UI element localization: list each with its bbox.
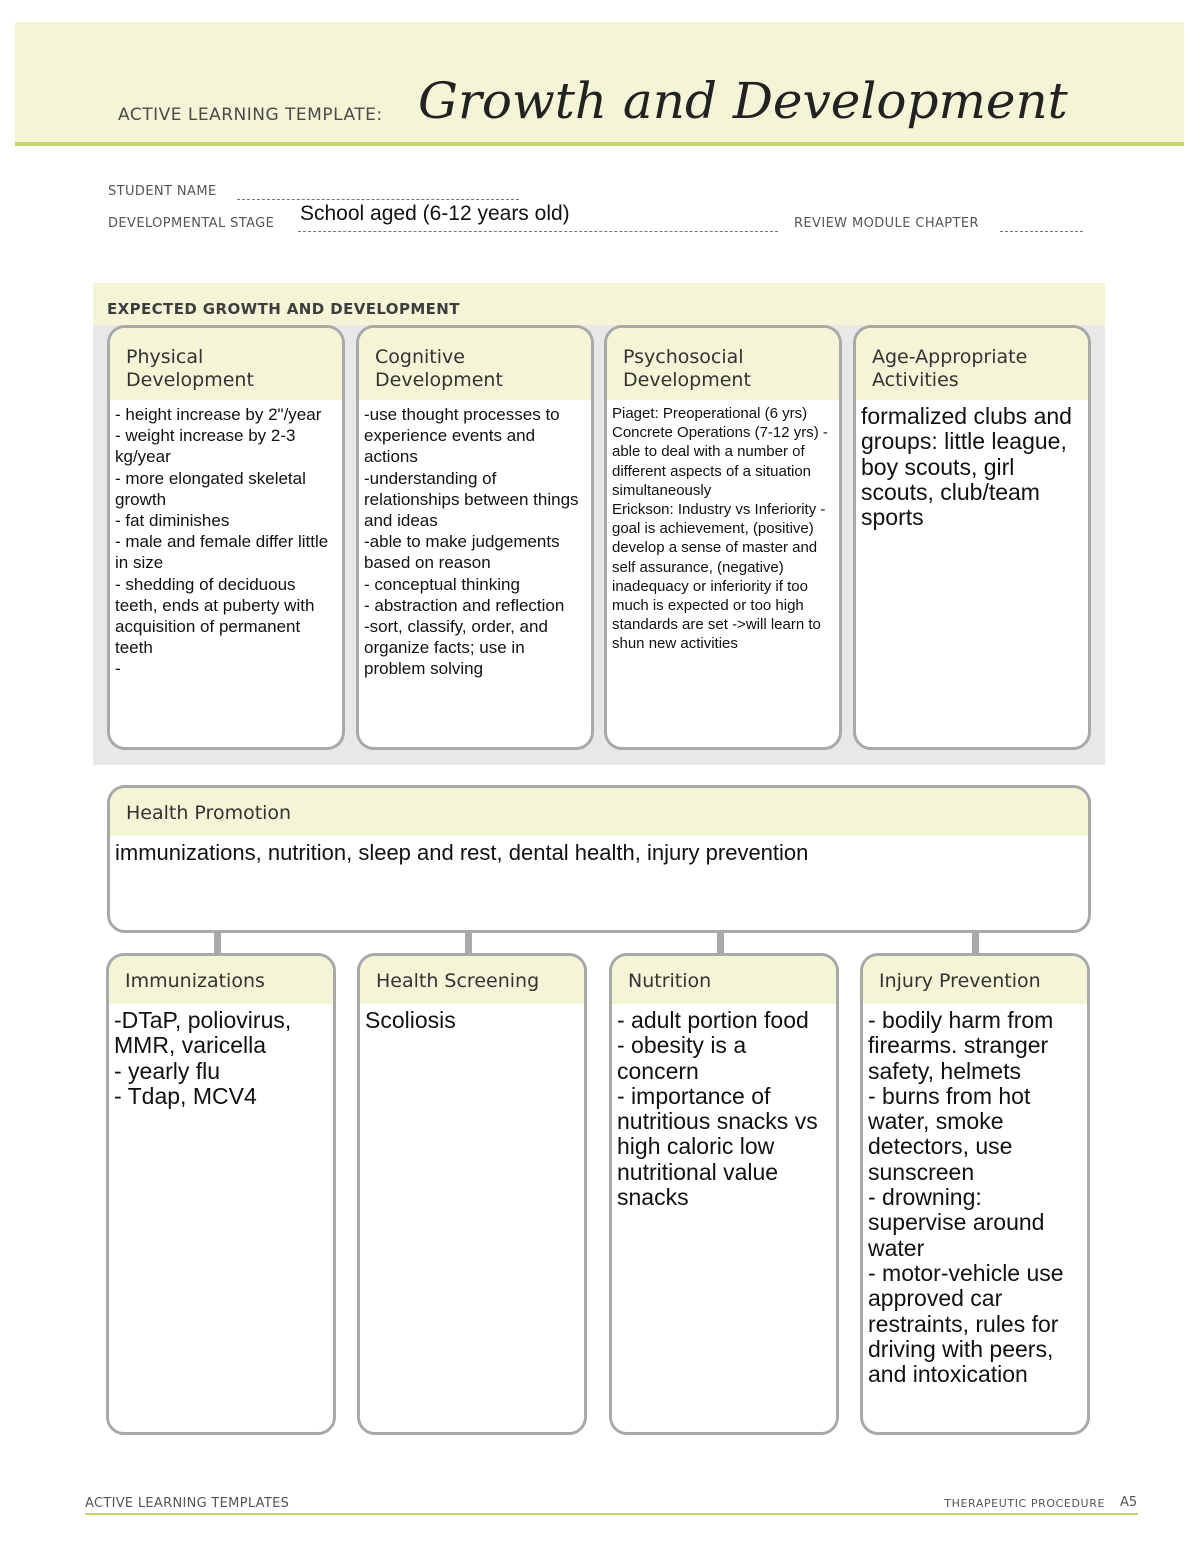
nutrition-heading: Nutrition xyxy=(612,956,836,1004)
connector xyxy=(972,931,979,955)
page-number: A5 xyxy=(1120,1495,1138,1510)
footer-rule xyxy=(85,1513,1138,1515)
immunizations-text[interactable]: -DTaP, poliovirus, MMR, varicella - yearly flu - Tdap, MCV4 xyxy=(114,1007,292,1109)
connector xyxy=(214,931,221,955)
health-promotion-card xyxy=(107,785,1091,933)
connector xyxy=(465,931,472,955)
developmental-stage-value: School aged (6-12 years old) xyxy=(300,202,570,225)
injury-prevention-heading: Injury Prevention xyxy=(863,956,1087,1004)
template-label: ACTIVE LEARNING TEMPLATE: xyxy=(118,105,383,125)
cognitive-development-heading: Cognitive Development xyxy=(359,328,591,400)
header-rule xyxy=(15,142,1184,146)
age-appropriate-activities-heading: Age-Appropriate Activities xyxy=(856,328,1088,400)
connector xyxy=(717,931,724,955)
page-title: Growth and Development xyxy=(418,72,1068,130)
student-name-field[interactable] xyxy=(237,186,519,200)
injury-prevention-text[interactable]: - bodily harm from firearms. stranger safety, helmets - burns from hot water, smoke detectors, use sunscreen - drowning: supervise around water - motor-vehicle use approved car restraints, rules for driving with peers, and intoxication xyxy=(868,1007,1064,1388)
cognitive-development-card xyxy=(356,325,594,750)
health-screening-heading: Health Screening xyxy=(360,956,584,1004)
physical-development-card xyxy=(107,325,345,750)
physical-development-text[interactable]: - height increase by 2"/year - weight increase by 2-3 kg/year - more elongated skeletal growth - fat diminishes - male and female differ little in size - shedding of deciduous teeth, ends at puberty with acquisition of permanent teeth - xyxy=(115,405,329,679)
immunizations-card xyxy=(106,953,336,1435)
psychosocial-development-card xyxy=(604,325,842,750)
physical-development-heading: Physical Development xyxy=(110,328,342,400)
footer-procedure-label: THERAPEUTIC PROCEDURE xyxy=(944,1497,1105,1510)
immunizations-heading: Immunizations xyxy=(109,956,333,1004)
nutrition-card xyxy=(609,953,839,1435)
review-chapter-label: REVIEW MODULE CHAPTER xyxy=(794,216,979,231)
nutrition-text[interactable]: - adult portion food - obesity is a concern - importance of nutritious snacks vs high caloric low nutritional value snacks xyxy=(617,1007,818,1211)
health-promotion-text[interactable]: immunizations, nutrition, sleep and rest, dental health, injury prevention xyxy=(115,840,809,865)
expected-growth-title: EXPECTED GROWTH AND DEVELOPMENT xyxy=(107,300,460,318)
student-name-label: STUDENT NAME xyxy=(108,184,217,199)
age-appropriate-activities-card xyxy=(853,325,1091,750)
cognitive-development-text[interactable]: -use thought processes to experience events and actions -understanding of relationships between things and ideas -able to make judgements based on reason - conceptual thinking - abstraction and reflection -sort, classify, order, and organize facts; use in problem solving xyxy=(364,405,579,679)
review-chapter-field[interactable] xyxy=(1000,218,1083,232)
footer-templates-label: ACTIVE LEARNING TEMPLATES xyxy=(85,1496,290,1511)
injury-prevention-card xyxy=(860,953,1090,1435)
health-screening-text[interactable]: Scoliosis xyxy=(365,1007,456,1033)
developmental-stage-label: DEVELOPMENTAL STAGE xyxy=(108,216,275,231)
psychosocial-development-text[interactable]: Piaget: Preoperational (6 yrs) Concrete Operations (7-12 yrs) - able to deal with a number of different aspects of a situation simultaneously Erickson: Industry vs Inferiority - goal is achievement, (positive) develop a sense of master and self assurance, (negative) inadequacy or inferiority if too much is expected or too high standards are set ->will learn to shun new activities xyxy=(612,405,828,653)
psychosocial-development-heading: Psychosocial Development xyxy=(607,328,839,400)
health-screening-card xyxy=(357,953,587,1435)
age-appropriate-activities-text[interactable]: formalized clubs and groups: little league, boy scouts, girl scouts, club/team sports xyxy=(861,403,1072,531)
health-promotion-heading: Health Promotion xyxy=(110,788,1088,836)
